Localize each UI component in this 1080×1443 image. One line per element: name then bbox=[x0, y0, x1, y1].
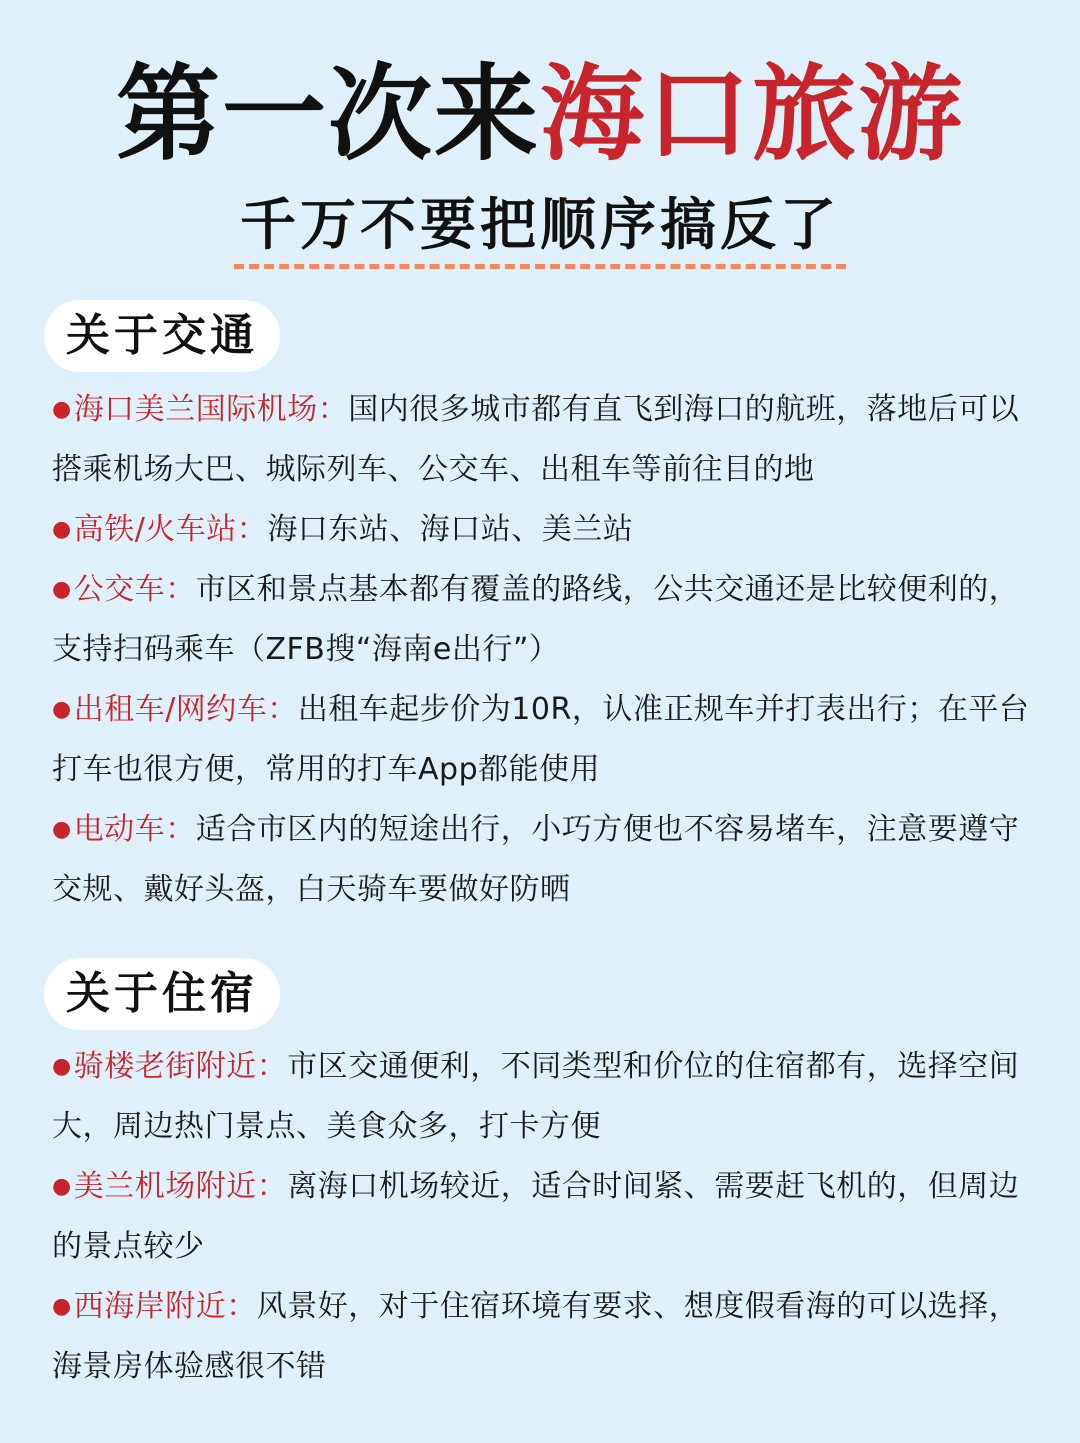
item-text: 风景好，对于住宿环境有要求、想度假看海的可以选择，海景房体验感很不错 bbox=[52, 1289, 1020, 1384]
item-text: 国内很多城市都有直飞到海口的航班，落地后可以搭乘机场大巴、城际列车、公交车、出租车等前往目的地 bbox=[52, 392, 1020, 487]
item-key: 出租车/网约车： bbox=[73, 692, 298, 727]
list-item bbox=[52, 1037, 1032, 1157]
bullet-icon: ● bbox=[52, 517, 72, 542]
item-text: 市区和景点基本都有覆盖的路线，公共交通还是比较便利的，支持扫码乘车（ZFB搜“海南e出行”） bbox=[52, 572, 1020, 667]
item-text: 适合市区内的短途出行，小巧方便也不容易堵车，注意要遵守交规、戴好头盔，白天骑车要做好防晒 bbox=[52, 812, 1020, 907]
bullet-icon: ● bbox=[52, 697, 72, 722]
item-key: 海口美兰国际机场： bbox=[73, 392, 349, 427]
list-item bbox=[52, 680, 1032, 800]
item-text: 离海口机场较近，适合时间紧、需要赶飞机的，但周边的景点较少 bbox=[52, 1169, 1020, 1264]
section-heading-lodging: 关于住宿 bbox=[44, 958, 280, 1030]
section-heading-transport: 关于交通 bbox=[44, 300, 280, 372]
list-item bbox=[52, 800, 1032, 920]
item-text: 市区交通便利，不同类型和价位的住宿都有，选择空间大，周边热门景点、美食众多，打卡方便 bbox=[52, 1049, 1020, 1144]
lodging-list bbox=[52, 1037, 1032, 1397]
bullet-icon: ● bbox=[52, 1294, 72, 1319]
page-title bbox=[0, 52, 1080, 176]
item-text: 海口东站、海口站、美兰站 bbox=[267, 512, 634, 547]
item-key: 公交车： bbox=[73, 572, 196, 607]
bullet-icon: ● bbox=[52, 1054, 72, 1079]
bullet-icon: ● bbox=[52, 397, 72, 422]
item-key: 美兰机场附近： bbox=[73, 1169, 288, 1204]
list-item bbox=[52, 380, 1032, 500]
subtitle-row bbox=[0, 192, 1080, 269]
subtitle: 千万不要把顺序搞反了 bbox=[234, 192, 846, 269]
item-key: 骑楼老街附近： bbox=[73, 1049, 288, 1084]
bullet-icon: ● bbox=[52, 577, 72, 602]
list-item bbox=[52, 500, 1032, 560]
list-item bbox=[52, 1157, 1032, 1277]
item-key: 电动车： bbox=[73, 812, 196, 847]
item-text: 出租车起步价为10R，认准正规车并打表出行；在平台打车也很方便，常用的打车App都能使用 bbox=[52, 692, 1030, 787]
list-item bbox=[52, 1277, 1032, 1397]
title-black-part: 第一次来 bbox=[115, 52, 540, 175]
list-item bbox=[52, 560, 1032, 680]
bullet-icon: ● bbox=[52, 817, 72, 842]
item-key: 西海岸附近： bbox=[73, 1289, 257, 1324]
item-key: 高铁/火车站： bbox=[73, 512, 268, 547]
bullet-icon: ● bbox=[52, 1174, 72, 1199]
transport-list bbox=[52, 380, 1032, 920]
title-red-part: 海口旅游 bbox=[540, 52, 965, 175]
